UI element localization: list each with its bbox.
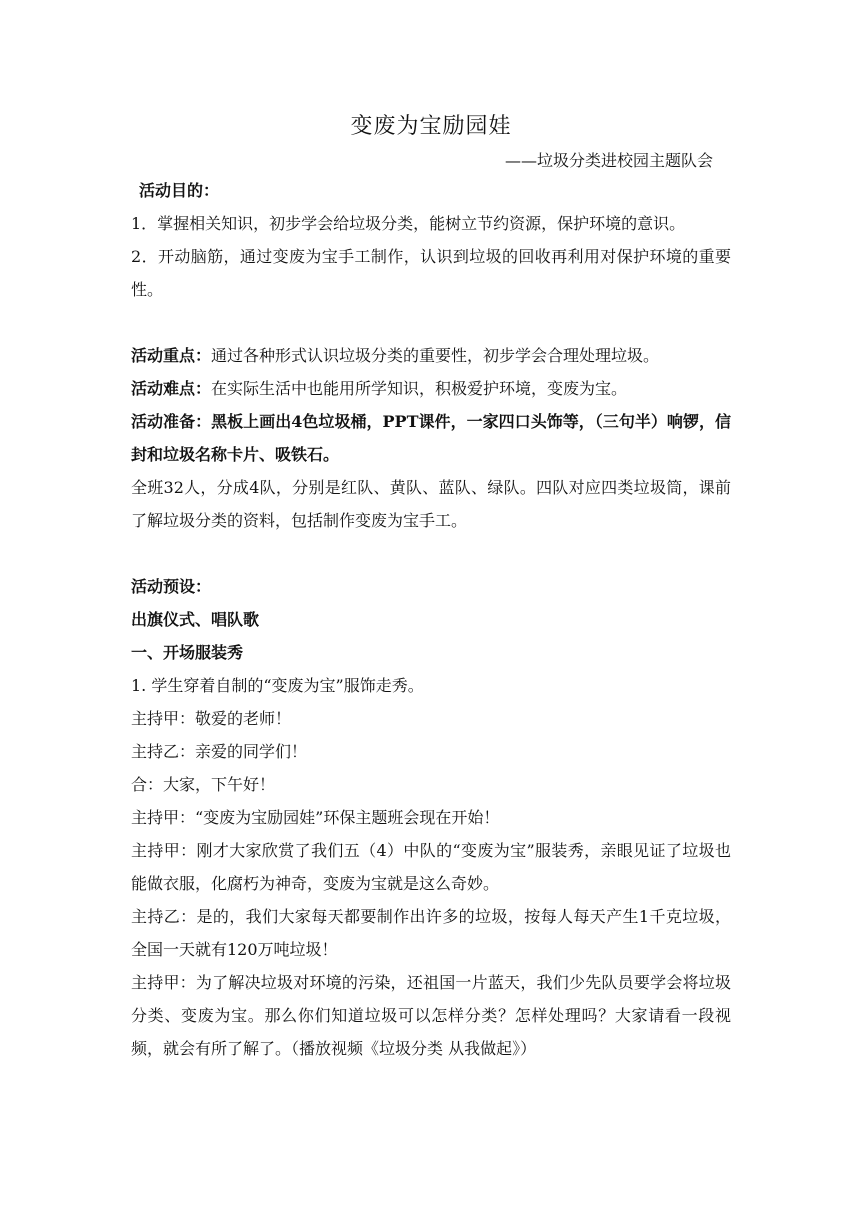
script-line: 主持甲：敬爱的老师！ <box>131 709 292 728</box>
script-line: 主持甲：为了解决垃圾对环境的污染，还祖国一片蓝天，我们少先队员要学会将垃圾分类、变废为宝。那么你们知道垃圾可以怎样分类？怎样处理吗？大家请看一段视频，就会有所了解了。（播放视频《垃圾分类 从我做起》） <box>131 973 731 1058</box>
script-line: 主持乙：亲爱的同学们！ <box>131 742 308 761</box>
spacer <box>131 537 731 570</box>
document-body <box>131 110 731 1065</box>
preset-heading: 活动预设： <box>131 577 212 596</box>
difficulty-label: 活动难点： <box>131 379 212 398</box>
document-subtitle: ——垃圾分类进校园主题队会 <box>504 151 713 170</box>
focus-paragraph <box>131 339 731 372</box>
script-line: 合：大家，下午好！ <box>131 775 276 794</box>
script-line: 主持甲：“变废为宝励园娃”环保主题班会现在开始！ <box>131 808 500 827</box>
section-1-heading: 一、开场服装秀 <box>131 643 244 662</box>
flag-ceremony-heading: 出旗仪式、唱队歌 <box>131 610 260 629</box>
class-info-paragraph: 全班32人，分成4队，分别是红队、黄队、蓝队、绿队。四队对应四类垃圾筒，课前了解垃圾分类的资料，包括制作变废为宝手工。 <box>131 478 731 530</box>
goal-item-2: 2．开动脑筋，通过变废为宝手工制作，认识到垃圾的回收再利用对保护环境的重要性。 <box>131 247 731 299</box>
focus-label: 活动重点： <box>131 346 212 365</box>
preparation-label: 活动准备： <box>131 412 212 431</box>
script-line: 1. 学生穿着自制的“变废为宝”服饰走秀。 <box>131 676 424 695</box>
script-line: 主持甲：刚才大家欣赏了我们五（4）中队的“变废为宝”服装秀，亲眼见证了垃圾也能做衣服，化腐朽为神奇，变废为宝就是这么奇妙。 <box>131 841 731 893</box>
preparation-paragraph <box>131 405 731 471</box>
difficulty-text: 在实际生活中也能用所学知识，积极爱护环境，变废为宝。 <box>211 379 628 398</box>
script-line: 主持乙：是的，我们大家每天都要制作出许多的垃圾，按每人每天产生1千克垃圾，全国一天就有120万吨垃圾！ <box>131 907 731 959</box>
preparation-text: 黑板上画出4色垃圾桶，PPT课件，一家四口头饰等，（三句半）响锣，信封和垃圾名称卡片、吸铁石。 <box>131 412 731 464</box>
goal-item-1: 1．掌握相关知识，初步学会给垃圾分类，能树立节约资源，保护环境的意识。 <box>131 214 686 233</box>
focus-text: 通过各种形式认识垃圾分类的重要性，初步学会合理处理垃圾。 <box>211 346 660 365</box>
document-title: 变废为宝励园娃 <box>350 114 512 139</box>
difficulty-paragraph <box>131 372 731 405</box>
spacer <box>131 306 731 339</box>
goals-heading: 活动目的： <box>139 181 220 200</box>
